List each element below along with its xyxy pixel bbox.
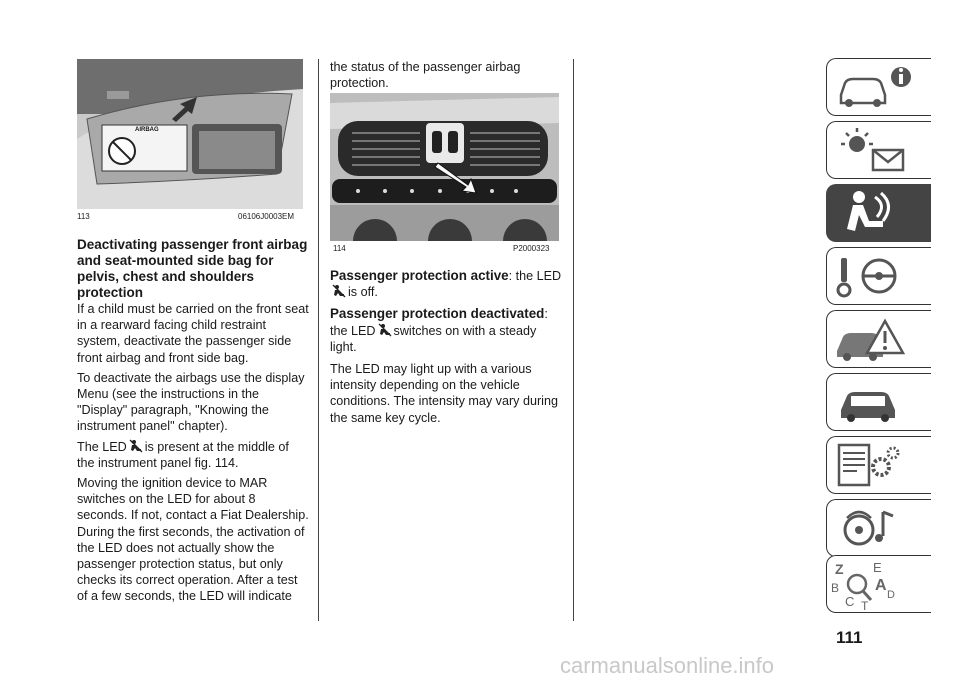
- paragraph-led-intensity: The LED may light up with a various intensity depending on the vehicle conditions. The intensity may vary during the same key cycle.: [330, 362, 558, 425]
- figure-114-image: [330, 93, 559, 241]
- tab-emergency[interactable]: [826, 310, 931, 368]
- protection-deactivated-text-b: switches on with a steady light.: [330, 323, 537, 354]
- section-heading: Deactivating passenger front airbag and seat-mounted side bag for pelvis, chest and shoulders protection: [77, 237, 308, 300]
- svg-text:T: T: [861, 599, 869, 612]
- paragraph-protection-deactivated: [330, 306, 562, 355]
- tab-multimedia[interactable]: [826, 499, 931, 557]
- paragraph-child-seat: If a child must be carried on the front seat in a rearward facing child restraint system, deactivate the passenger side front airbag and front side bag.: [77, 302, 309, 365]
- figure-113-image: [77, 59, 303, 209]
- tab-warning-lights[interactable]: [826, 121, 931, 179]
- svg-text:Z: Z: [835, 561, 844, 577]
- led-location-text-b: is present at the middle of the instrument panel fig. 114.: [77, 439, 289, 470]
- key-steering-wheel-icon: [827, 248, 931, 304]
- car-crash-warning-icon: [827, 311, 931, 367]
- figure-113-number: 113: [77, 212, 90, 221]
- tab-maintenance[interactable]: [826, 373, 931, 431]
- media-navigation-icon: [827, 500, 931, 556]
- middle-text-top: [330, 59, 562, 95]
- page-number: 111: [836, 628, 863, 647]
- paragraph-status-continued: the status of the passenger airbag protection.: [330, 60, 521, 91]
- warning-light-message-icon: [827, 122, 931, 178]
- document-gears-icon: [827, 437, 931, 493]
- tab-safety[interactable]: [826, 184, 931, 242]
- passenger-airbag-off-icon: [129, 439, 143, 453]
- passenger-airbag-off-icon: [332, 284, 346, 298]
- car-info-icon: [827, 59, 931, 115]
- airbag-label-text: AIRBAG: [135, 127, 159, 133]
- figure-114-number: 114: [333, 244, 346, 253]
- paragraph-led-location: [77, 439, 309, 471]
- svg-text:C: C: [845, 594, 855, 609]
- protection-deactivated-text-a: : the LED: [330, 307, 548, 338]
- protection-active-label: Passenger protection active: [330, 268, 509, 283]
- passenger-airbag-off-icon: [378, 323, 392, 337]
- figure-113-code: 06106J0003EM: [238, 212, 295, 221]
- svg-text:E: E: [873, 560, 882, 575]
- watermark: carmanualsonline.info: [560, 653, 775, 678]
- paragraph-protection-active: [330, 268, 562, 300]
- alphabet-index-icon: [827, 556, 931, 612]
- tab-starting-driving[interactable]: [826, 247, 931, 305]
- led-location-text-a: The LED: [77, 439, 127, 454]
- svg-text:B: B: [831, 581, 840, 595]
- protection-deactivated-label: Passenger protection deactivated: [330, 306, 545, 322]
- protection-active-text-a: : the LED: [508, 269, 562, 283]
- middle-text-column: [330, 268, 562, 430]
- tab-index[interactable]: [826, 555, 931, 613]
- tab-technical-data[interactable]: [826, 436, 931, 494]
- protection-active-text-b: is off.: [348, 285, 378, 300]
- svg-text:D: D: [887, 589, 895, 601]
- column-divider-left: [318, 59, 319, 621]
- paragraph-display-menu: To deactivate the airbags use the display Menu (see the instructions in the "Display" paragraph, "Knowing the instrument panel" chapter).: [77, 370, 305, 434]
- svg-text:A: A: [875, 577, 887, 594]
- car-icon: [827, 374, 931, 430]
- seated-person-airbag-icon: [827, 185, 931, 241]
- figure-114-code: P2000323: [513, 244, 550, 253]
- paragraph-ignition: Moving the ignition device to MAR switches on the LED for about 8 seconds. If not, contact a Fiat Dealership. During the first seconds, the activation of the LED does not actually show the passenger protection status, but only checks its correct operation. After a test of a few seconds, the LED will indicate: [77, 476, 309, 604]
- tab-car-info[interactable]: [826, 58, 931, 116]
- column-divider-right: [573, 59, 574, 621]
- left-text-column: [77, 237, 309, 609]
